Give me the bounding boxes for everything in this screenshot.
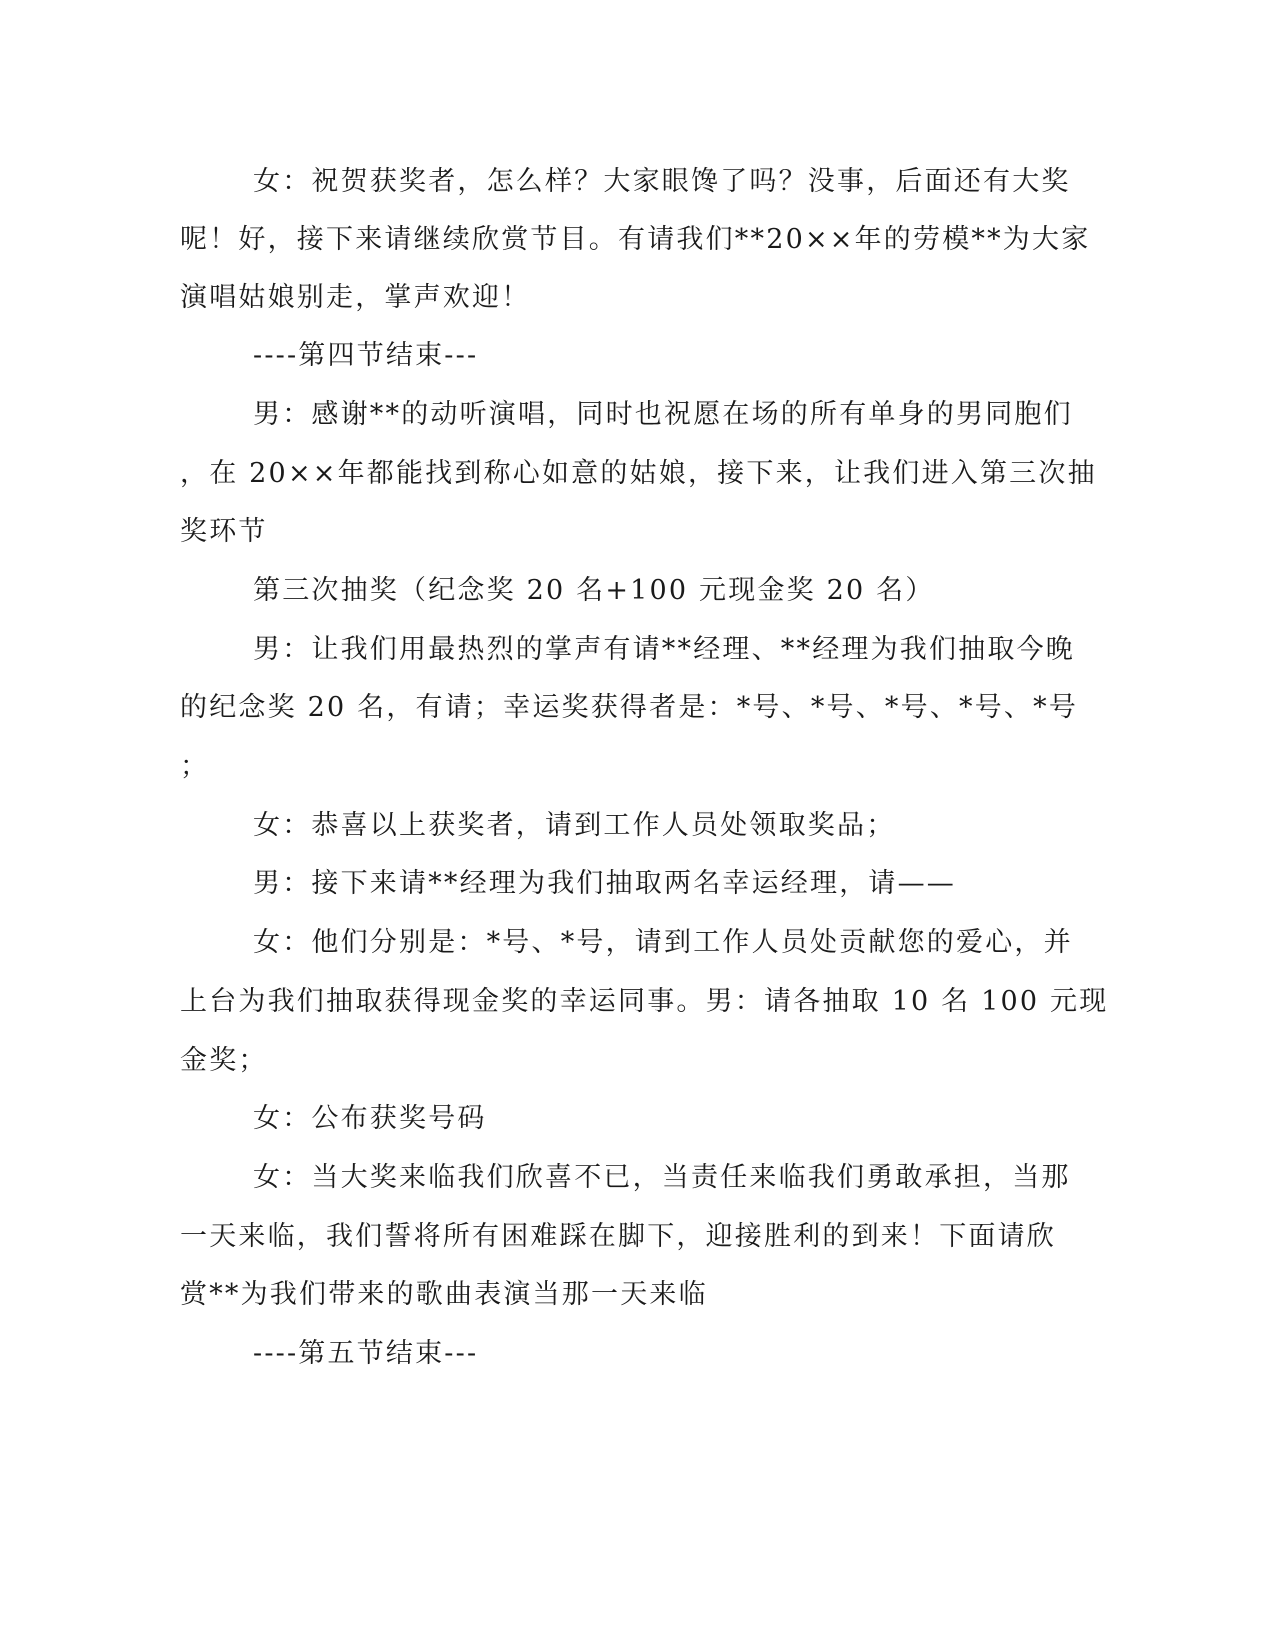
text-line: 金奖； xyxy=(180,1045,268,1076)
text-line: 呢！好，接下来请继续欣赏节目。有请我们**20××年的劳模**为大家 xyxy=(180,224,1091,255)
text-line: 一天来临，我们誓将所有困难踩在脚下，迎接胜利的到来！下面请欣 xyxy=(180,1221,1056,1252)
text-line: 女：当大奖来临我们欣喜不已，当责任来临我们勇敢承担，当那 xyxy=(253,1162,1071,1193)
text-line: 男：感谢**的动听演唱，同时也祝愿在场的所有单身的男同胞们 xyxy=(253,399,1073,430)
text-line: 男：让我们用最热烈的掌声有请**经理、**经理为我们抽取今晚 xyxy=(253,634,1075,665)
text-line: 女：祝贺获奖者，怎么样？大家眼馋了吗？没事，后面还有大奖 xyxy=(253,166,1071,197)
text-line: 女：他们分别是：*号、*号，请到工作人员处贡献您的爱心，并 xyxy=(253,927,1073,958)
text-line: 奖环节 xyxy=(180,516,268,547)
section-end-line: ----第四节结束--- xyxy=(253,340,479,371)
text-line: 演唱姑娘别走，掌声欢迎！ xyxy=(180,282,531,313)
text-line: 男：接下来请**经理为我们抽取两名幸运经理，请—— xyxy=(253,868,956,899)
text-line: 上台为我们抽取获得现金奖的幸运同事。男：请各抽取 10 名 100 元现 xyxy=(180,986,1109,1017)
text-line: 赏**为我们带来的歌曲表演当那一天来临 xyxy=(180,1279,708,1310)
section-end-line: ----第五节结束--- xyxy=(253,1338,479,1369)
text-line: ； xyxy=(180,751,210,782)
text-line: 第三次抽奖（纪念奖 20 名+100 元现金奖 20 名） xyxy=(253,575,935,606)
text-line: 女：公布获奖号码 xyxy=(253,1103,487,1134)
text-line: 的纪念奖 20 名，有请；幸运奖获得者是：*号、*号、*号、*号、*号 xyxy=(180,692,1079,723)
text-line: 女：恭喜以上获奖者，请到工作人员处领取奖品； xyxy=(253,810,896,841)
text-line: ，在 20××年都能找到称心如意的姑娘，接下来，让我们进入第三次抽 xyxy=(180,458,1097,489)
